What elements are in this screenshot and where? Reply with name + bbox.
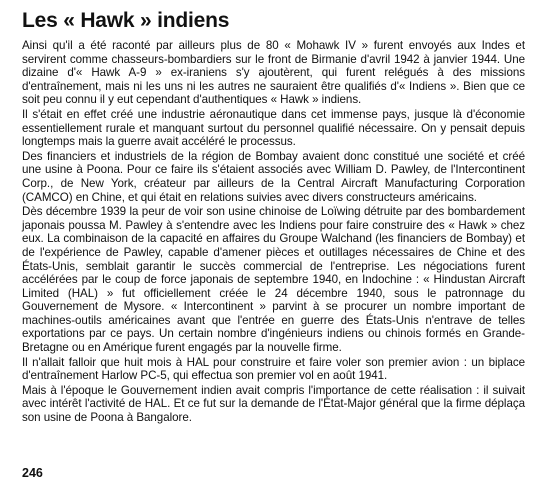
page-number: 246 <box>22 466 43 480</box>
page-title: Les « Hawk » indiens <box>22 9 230 32</box>
article-body <box>22 39 525 425</box>
paragraph-4: Dès décembre 1939 la peur de voir son usine chinoise de Loïwing détruite par des bombardement japonais poussa M. Pawley à s'entendre avec les Indiens pour faire construire des « Hawk » chez eux. La combinaison de la capacité en affaires du Groupe Walchand (les financiers de Bombay) et de l'expérience de Pawley, capable d'amener pièces et outillages nécessaires de Chine et des États-Unis, semblait garantir le succès commercial de l'entreprise. Les négociations furent accélérées par le coup de force japonais de septembre 1940, en Indochine : « Hindustan Aircraft Limited (HAL) » fut officiellement créée le 24 décembre 1940, sous le patronnage du Gouvernement de Mysore. « Intercontinent » parvint à se procurer un nombre important de machines-outils américaines avant que l'entrée en guerre des États-Unis n'entrave de telles exportations par ce pays. Un certain nombre d'ingénieurs indiens ou chinois formés en Grande-Bretagne ou en Amérique furent engagés par la nouvelle firme. <box>22 205 525 355</box>
paragraph-2: Il s'était en effet créé une industrie aéronautique dans cet immense pays, jusque là d'économie essentiellement rurale et manquant surtout du personnel qualifié nécessaire. On y pensait depuis longtemps mais la guerre avait accéléré le processus. <box>22 107 525 149</box>
paragraph-3: Des financiers et industriels de la région de Bombay avaient donc constitué une société et créé une usine à Poona. Pour ce faire ils s'étaient associés avec William D. Pawley, de l'Intercontinent Corp., de New York, créateur par ailleurs de la Central Aircraft Manufacturing Corporation (CAMCO) en Chine, et qui était en relations suivies avec divers constructeurs américains. <box>22 149 525 204</box>
paragraph-6: Mais à l'époque le Gouvernement indien avait compris l'importance de cette réalisation : il suivait avec intérêt l'activité de HAL. Et ce fut sur la demande de l'État-Major général que la firme déplaça son usine de Poona à Bangalore. <box>22 383 525 425</box>
paragraph-1: Ainsi qu'il a été raconté par ailleurs plus de 80 « Mohawk IV » furent envoyés aux Indes et servirent comme chasseurs-bombardiers sur le front de Birmanie d'avril 1942 à janvier 1944. Une dizaine d'« Hawk A-9 » ex-iraniens s'y ajoutèrent, qui furent relégués à des missions d'entraînement, mais ni les uns ni les autres ne sauraient être qualifiés d'« Indiens ». Bien que ce soit peu connu il y eut cependant d'authentiques « Hawk » indiens. <box>22 39 525 107</box>
paragraph-5: Il n'allait falloir que huit mois à HAL pour construire et faire voler son premier avion : un biplace d'entraînement Harlow PC-5, qui effectua son premier vol en août 1941. <box>22 355 525 383</box>
